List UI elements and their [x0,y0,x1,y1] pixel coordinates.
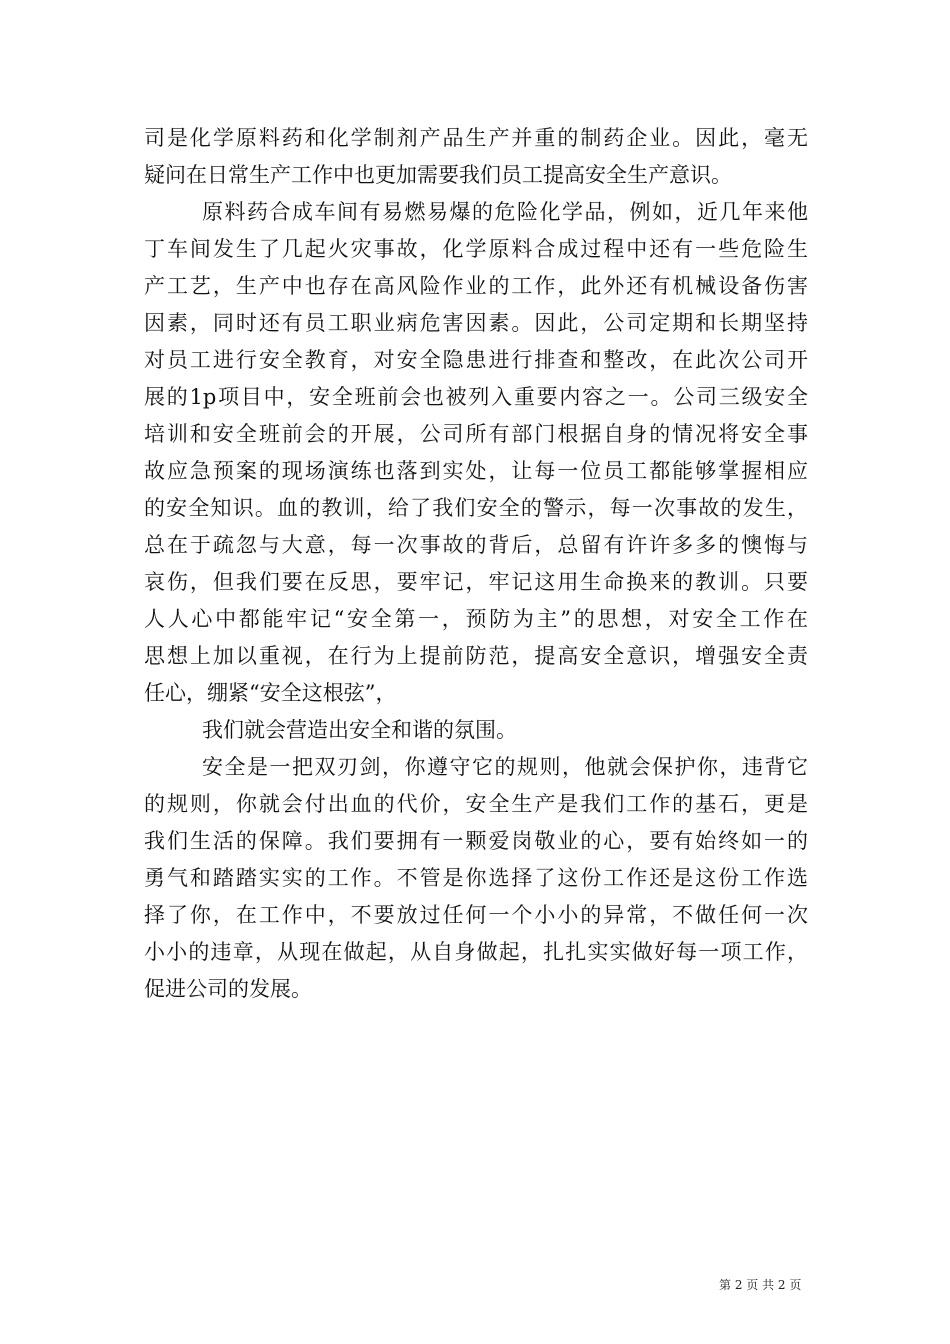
text-line: 原料药合成车间有易燃易爆的危险化学品，例如，近几年来他 [202,200,808,224]
text-line: 思想上加以重视，在行为上提前防范，提高安全意识，增强安全责 [144,644,808,668]
text-line: 对员工进行安全教育，对安全隐患进行排查和整改，在此次公司开 [144,348,808,372]
text-line: 我们生活的保障。我们要拥有一颗爱岗敬业的心，要有始终如一的 [144,829,808,853]
text-line: 总在于疏忽与大意，每一次事故的背后，总留有许许多多的懊悔与 [144,533,808,557]
paragraph [144,749,808,1008]
text-line: 促进公司的发展。 [144,977,312,1001]
page-number-footer: 第 2 页 共 2 页 [719,1278,802,1292]
text-line: 培训和安全班前会的开展，公司所有部门根据自身的情况将安全事 [144,422,808,446]
paragraph [144,712,808,749]
text-line: 勇气和踏踏实实的工作。不管是你选择了这份工作还是这份工作选 [144,866,808,890]
text-line: 的规则，你就会付出血的代价，安全生产是我们工作的基石，更是 [144,792,808,816]
text-line: 疑问在日常生产工作中也更加需要我们员工提高安全生产意识。 [144,163,732,187]
text-line: 安全是一把双刃剑，你遵守它的规则，他就会保护你，违背它 [202,755,808,779]
paragraph [144,194,808,712]
text-line: 丁车间发生了几起火灾事故，化学原料合成过程中还有一些危险生 [144,237,808,261]
text-line: 故应急预案的现场演练也落到实处，让每一位员工都能够掌握相应 [144,459,808,483]
text-line: 人人心中都能牢记“安全第一，预防为主”的思想，对安全工作在 [144,607,808,631]
text-line: 哀伤，但我们要在反思，要牢记，牢记这用生命换来的教训。只要 [144,570,808,594]
text-line: 择了你，在工作中，不要放过任何一个小小的异常，不做任何一次 [144,903,808,927]
text-line: 因素，同时还有员工职业病危害因素。因此，公司定期和长期坚持 [144,311,808,335]
text-line: 产工艺，生产中也存在高风险作业的工作，此外还有机械设备伤害 [144,274,808,298]
text-line: 小小的违章，从现在做起，从自身做起，扎扎实实做好每一项工作， [144,940,808,964]
paragraph [144,120,808,194]
text-line: 的安全知识。血的教训，给了我们安全的警示，每一次事故的发生， [144,496,808,520]
text-line: 我们就会营造出安全和谐的氛围。 [202,718,517,742]
text-line: 任心，绷紧“安全这根弦”， [144,681,397,705]
text-line: 司是化学原料药和化学制剂产品生产并重的制药企业。因此，毫无 [144,126,808,150]
document-body [144,120,808,1008]
text-line: 展的1p项目中，安全班前会也被列入重要内容之一。公司三级安全 [144,385,808,409]
